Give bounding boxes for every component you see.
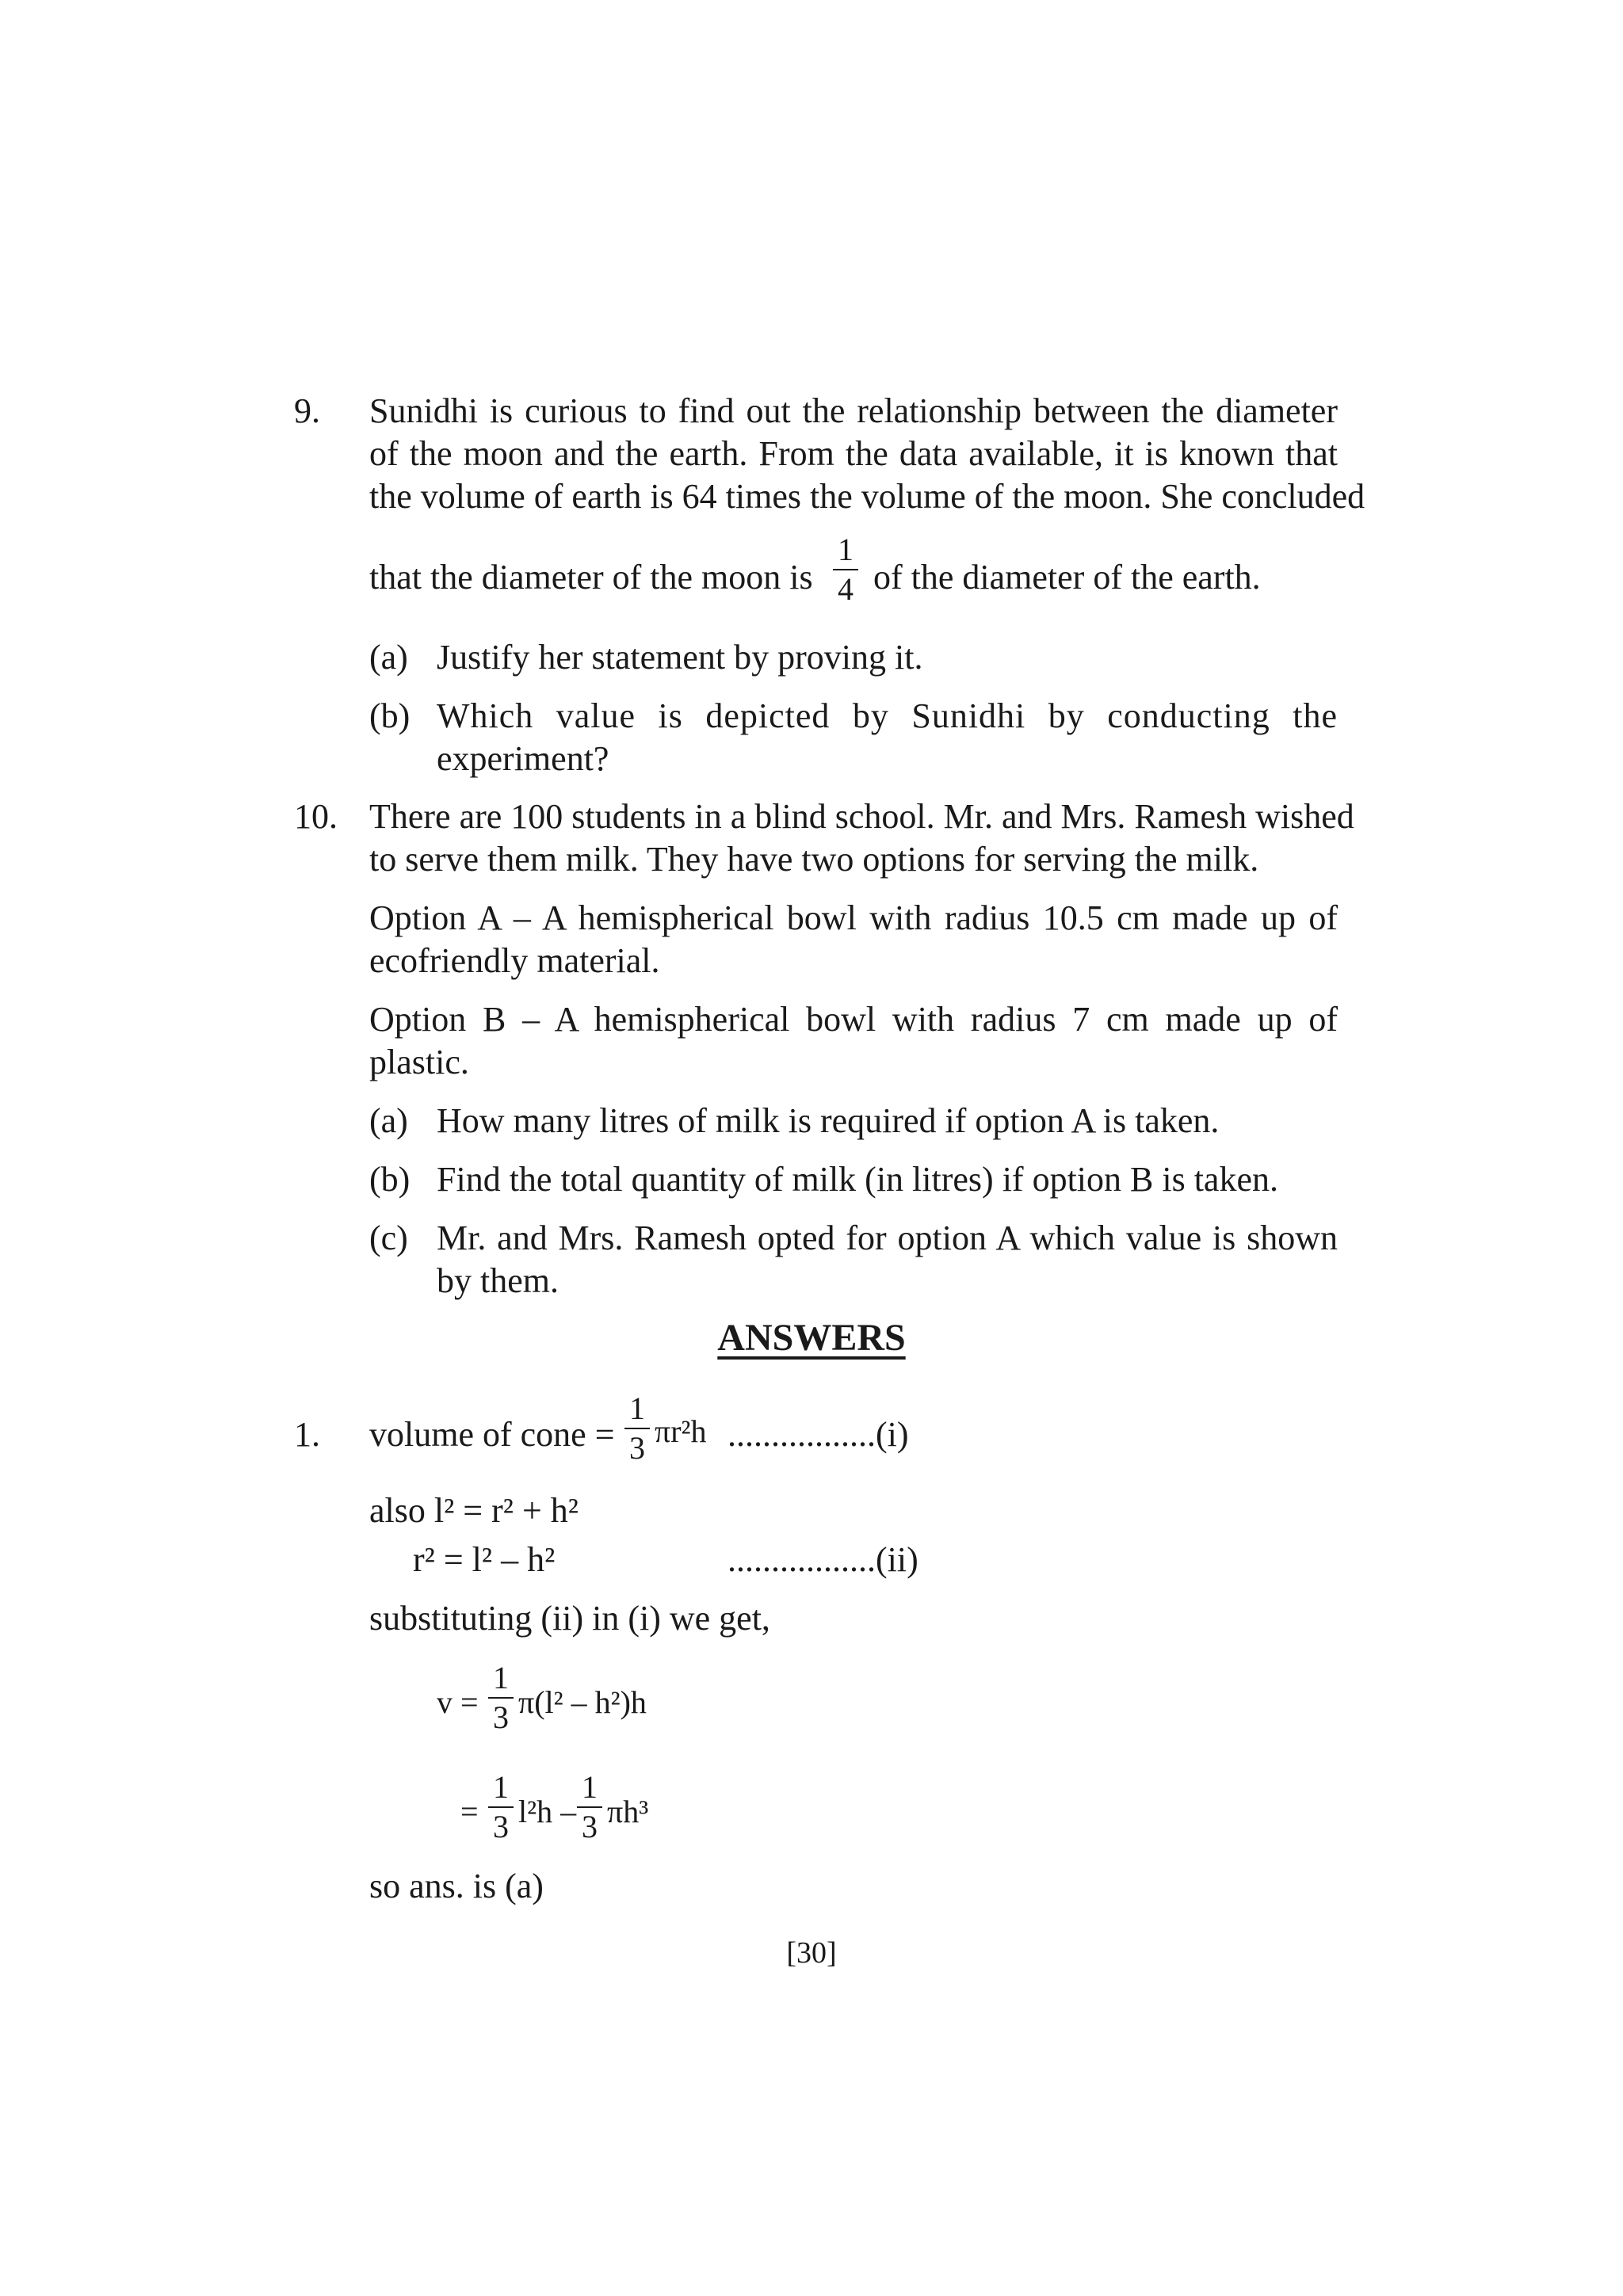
v-prefix: v = xyxy=(437,1684,479,1720)
fraction-numerator: 1 xyxy=(838,532,854,567)
option-b-line: Option B – A hemispherical bowl with radius 7 cm made up of xyxy=(369,1000,1338,1039)
question-10-part-b-text: Find the total quantity of milk (in litres) if option B is taken. xyxy=(437,1160,1278,1199)
answer-1-number: 1. xyxy=(294,1415,320,1454)
question-10-part-a-label: (a) xyxy=(369,1101,408,1140)
question-9-line: of the moon and the earth. From the data available, it is known that xyxy=(369,434,1338,473)
question-10-part-c-line: Mr. and Mrs. Ramesh opted for option A which value is shown xyxy=(437,1219,1338,1257)
fraction-denominator: 3 xyxy=(493,1809,509,1844)
fraction-numerator: 1 xyxy=(582,1769,598,1805)
question-10-number: 10. xyxy=(294,797,338,836)
fraction-bar xyxy=(577,1806,602,1808)
question-9-part-b-label: (b) xyxy=(369,696,411,735)
fraction-one-third xyxy=(623,1391,651,1466)
question-9-number: 9. xyxy=(294,391,320,430)
first-term: l²h – xyxy=(518,1794,577,1829)
equals-sign: = xyxy=(460,1794,479,1829)
question-10-part-c-line: by them. xyxy=(437,1261,559,1300)
volume-label: volume of cone = xyxy=(369,1415,615,1454)
fraction-bar xyxy=(624,1428,650,1429)
page-number: [30] xyxy=(786,1936,837,1970)
fraction-one-third xyxy=(575,1770,604,1844)
question-9-fraction-line-end: of the diameter of the earth. xyxy=(873,558,1261,597)
substitution-text: substituting (ii) in (i) we get, xyxy=(369,1599,770,1638)
question-10-line: to serve them milk. They have two options for serving the milk. xyxy=(369,840,1259,879)
fraction-bar xyxy=(833,569,858,570)
volume-expression: πr²h xyxy=(655,1413,707,1449)
fraction-denominator: 3 xyxy=(582,1809,598,1844)
fraction-one-fourth xyxy=(831,532,860,607)
answers-heading: ANSWERS xyxy=(717,1317,906,1359)
question-9-part-b-line: Which value is depicted by Sunidhi by conducting the xyxy=(437,696,1338,735)
fraction-bar xyxy=(488,1697,514,1699)
radius-relation: r² = l² – h² xyxy=(413,1540,556,1579)
question-10-part-c-label: (c) xyxy=(369,1219,408,1257)
fraction-numerator: 1 xyxy=(629,1390,645,1426)
question-10-part-a-text: How many litres of milk is required if option A is taken. xyxy=(437,1101,1220,1140)
fraction-numerator: 1 xyxy=(493,1660,509,1695)
question-9-part-a-text: Justify her statement by proving it. xyxy=(437,638,923,677)
slant-height-relation: also l² = r² + h² xyxy=(369,1491,579,1530)
equation-ref-ii: .................(ii) xyxy=(727,1540,918,1579)
fraction-one-third xyxy=(487,1770,515,1844)
conclusion-text: so ans. is (a) xyxy=(369,1867,544,1905)
question-9-line: Sunidhi is curious to find out the relationship between the diameter xyxy=(369,391,1338,430)
option-a-line: ecofriendly material. xyxy=(369,941,660,980)
fraction-bar xyxy=(488,1806,514,1808)
v-expression: π(l² – h²)h xyxy=(518,1684,647,1720)
option-a-line: Option A – A hemispherical bowl with radius 10.5 cm made up of xyxy=(369,898,1338,937)
fraction-one-third xyxy=(487,1661,515,1735)
question-9-line: the volume of earth is 64 times the volume of the moon. She concluded xyxy=(369,477,1365,516)
fraction-denominator: 3 xyxy=(629,1430,645,1466)
question-9-part-b-line: experiment? xyxy=(437,739,609,778)
question-9-fraction-line-start: that the diameter of the moon is xyxy=(369,558,813,597)
option-b-line: plastic. xyxy=(369,1043,469,1081)
second-term: πh³ xyxy=(607,1794,649,1829)
question-10-part-b-label: (b) xyxy=(369,1160,411,1199)
fraction-denominator: 3 xyxy=(493,1699,509,1735)
equation-ref-i: .................(i) xyxy=(727,1415,909,1454)
fraction-numerator: 1 xyxy=(493,1769,509,1805)
fraction-denominator: 4 xyxy=(838,571,854,607)
question-10-line: There are 100 students in a blind school. Mr. and Mrs. Ramesh wished xyxy=(369,797,1354,836)
question-9-part-a-label: (a) xyxy=(369,638,408,677)
